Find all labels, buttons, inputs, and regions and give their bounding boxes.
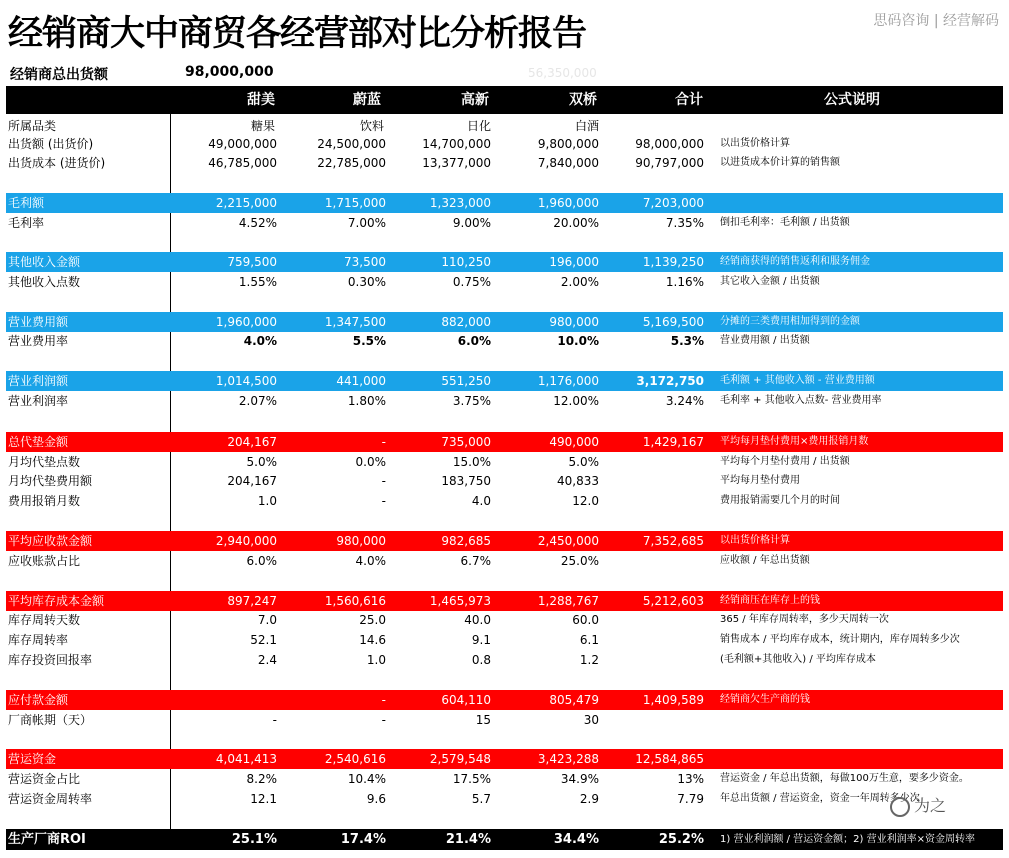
total-shipments-value: 98,000,000 [185, 64, 274, 80]
cell: 14.6 [359, 633, 386, 647]
cell: 805,479 [549, 693, 599, 707]
header-col-formula: 公式说明 [824, 92, 880, 108]
cell: 1.80% [347, 394, 386, 408]
cell: 735,000 [441, 435, 491, 449]
cell: 4.0% [243, 334, 277, 348]
cell: 4,041,413 [215, 752, 277, 766]
cell: 204,167 [227, 474, 277, 488]
cell: 5.0% [568, 455, 599, 469]
cell: 13,377,000 [422, 156, 491, 170]
cell: 882,000 [441, 315, 491, 329]
cell: 3,423,288 [537, 752, 599, 766]
cell: - [381, 474, 386, 488]
cell: 9.6 [366, 792, 386, 806]
cell: 90,797,000 [635, 156, 704, 170]
table-row-highlight [6, 371, 1003, 391]
cell: 7.00% [347, 216, 386, 230]
cell: 196,000 [549, 255, 599, 269]
cell: 1.16% [665, 275, 704, 289]
cell: 897,247 [227, 594, 277, 608]
formula-note: 经销商压在库存上的钱 [720, 595, 820, 606]
cell: 3.24% [665, 394, 704, 408]
cell: 980,000 [336, 534, 386, 548]
cell: 6.7% [460, 554, 491, 568]
table-row-highlight [6, 432, 1003, 452]
cell: 604,110 [441, 693, 491, 707]
wechat-logo-icon [890, 797, 910, 817]
formula-note: 毛利率 + 其他收入点数- 营业费用率 [720, 395, 882, 406]
cell: 12.0 [572, 494, 599, 508]
cell: 4.0% [355, 554, 386, 568]
cell: 7.35% [665, 216, 704, 230]
table-row [6, 551, 1003, 571]
cell: 1,560,616 [324, 594, 386, 608]
cell: 2,579,548 [429, 752, 491, 766]
table-row-highlight [6, 591, 1003, 611]
cell: 25.0% [560, 554, 599, 568]
cell: 1,288,767 [537, 594, 599, 608]
formula-note: 营业费用额 / 出货额 [720, 335, 810, 346]
row-label: 出货成本 (进货价) [8, 156, 106, 170]
cell: 7.79 [677, 792, 704, 806]
cell: 7,352,685 [642, 534, 704, 548]
watermark-bottom-text: 为之 [914, 796, 947, 815]
cell: 490,000 [549, 435, 599, 449]
table-row [6, 213, 1003, 233]
formula-note: 毛利额 + 其他收入额 - 营业费用额 [720, 375, 875, 386]
cell: 25.2% [658, 832, 704, 847]
cell: 9.1 [471, 633, 491, 647]
cell: 5,169,500 [642, 315, 704, 329]
cell: 551,250 [441, 374, 491, 388]
table-row [6, 710, 1003, 730]
cell: 2,215,000 [215, 196, 277, 210]
cell: 7,203,000 [642, 196, 704, 210]
cell: 2.4 [257, 653, 277, 667]
formula-note: 以出货价格计算 [720, 535, 790, 546]
cell: 98,000,000 [635, 137, 704, 151]
cell: 0.30% [347, 275, 386, 289]
category-row [6, 116, 1003, 136]
cell: 183,750 [441, 474, 491, 488]
cell: 34.9% [560, 772, 599, 786]
cell: 1,323,000 [429, 196, 491, 210]
cell: 52.1 [250, 633, 277, 647]
row-label: 总代垫金额 [8, 435, 69, 449]
cell: 73,500 [344, 255, 386, 269]
cell: - [381, 494, 386, 508]
formula-note: 平均每月垫付费用×费用报销月数 [720, 436, 869, 447]
cell: 49,000,000 [208, 137, 277, 151]
category-value: 饮料 [359, 119, 384, 133]
cell: 21.4% [445, 832, 491, 847]
cell: 17.5% [452, 772, 491, 786]
cell: 10.0% [557, 334, 599, 348]
cell: 1,139,250 [642, 255, 704, 269]
table-row [6, 610, 1003, 630]
table-row [6, 789, 1003, 809]
row-label: 出货额 (出货价) [8, 137, 94, 151]
watermark-top: 思码咨询 | 经营解码 [873, 13, 999, 29]
cell: 60.0 [572, 613, 599, 627]
formula-note: 经销商欠生产商的钱 [720, 694, 810, 705]
cell: 1,409,589 [642, 693, 704, 707]
table-row [6, 471, 1003, 491]
cell: 22,785,000 [317, 156, 386, 170]
header-col-shuangqiao: 双桥 [569, 92, 597, 108]
cell: 7.0 [257, 613, 277, 627]
cell: 204,167 [227, 435, 277, 449]
row-label: 毛利额 [8, 196, 45, 210]
header-col-tianmei: 甜美 [247, 92, 275, 108]
cell: 12.00% [553, 394, 599, 408]
formula-note: 倒扣毛利率：毛利额 / 出货额 [720, 217, 850, 228]
cell: 9,800,000 [537, 137, 599, 151]
cell: 2.07% [238, 394, 277, 408]
cell: 5.7 [471, 792, 491, 806]
cell: - [381, 693, 386, 707]
row-label: 库存周转率 [8, 633, 69, 647]
cell: 6.1 [579, 633, 599, 647]
cell: 1,429,167 [642, 435, 704, 449]
row-label: 营运资金 [8, 752, 57, 766]
cell: 6.0% [457, 334, 491, 348]
cell: 4.52% [238, 216, 277, 230]
cell: 1,176,000 [537, 374, 599, 388]
formula-note: 以进货成本价计算的销售额 [720, 157, 840, 168]
formula-note: 销售成本 / 平均库存成本，统计期内，库存周转多少次 [720, 634, 960, 645]
cell: 1,960,000 [537, 196, 599, 210]
formula-note: 费用报销需要几个月的时间 [720, 495, 840, 506]
cell: 8.2% [246, 772, 277, 786]
category-value: 糖果 [250, 119, 275, 133]
row-label: 库存投资回报率 [8, 653, 93, 667]
cell: 980,000 [549, 315, 599, 329]
row-label: 营业费用率 [8, 334, 69, 348]
header-col-total: 合计 [675, 92, 703, 108]
table-row [6, 272, 1003, 292]
row-label: 月均代垫点数 [8, 455, 81, 469]
formula-note: 营运资金 / 年总出货额，每做100万生意，要多少资金。 [720, 773, 969, 784]
cell: 2.9 [579, 792, 599, 806]
cell: 5.3% [670, 334, 704, 348]
cell: 3,172,750 [636, 374, 704, 388]
formula-note: (毛利额+其他收入) / 平均库存成本 [720, 654, 876, 665]
report-title: 经销商大中商贸各经营部对比分析报告 [8, 14, 587, 54]
cell: 9.00% [452, 216, 491, 230]
category-value: 白酒 [574, 119, 599, 133]
header-row [6, 86, 1003, 114]
cell: 40,833 [557, 474, 599, 488]
cell: 5,212,603 [642, 594, 704, 608]
cell: 441,000 [336, 374, 386, 388]
table-row [6, 650, 1003, 670]
cell: 0.75% [452, 275, 491, 289]
formula-note: 应收额 / 年总出货额 [720, 555, 810, 566]
cell: 1.0 [257, 494, 277, 508]
cell: 14,700,000 [422, 137, 491, 151]
cell: 0.0% [355, 455, 386, 469]
cell: 10.4% [347, 772, 386, 786]
table-row [6, 134, 1003, 154]
row-label: 毛利率 [8, 216, 45, 230]
cell: 1,014,500 [215, 374, 277, 388]
cell: 1,960,000 [215, 315, 277, 329]
cell: - [381, 713, 386, 727]
table-row-highlight [6, 531, 1003, 551]
formula-note: 1) 营业利润额 / 营运资金额；2) 营业利润率×资金周转率 [720, 834, 975, 845]
category-label: 所属品类 [8, 119, 57, 133]
cell: 25.1% [231, 832, 277, 847]
total-shipments-label: 经销商总出货额 [10, 67, 108, 83]
formula-note: 其它收入金额 / 出货额 [720, 276, 820, 287]
cell: 17.4% [340, 832, 386, 847]
row-label: 营业费用额 [8, 315, 69, 329]
category-value: 日化 [466, 119, 491, 133]
cell: - [272, 713, 277, 727]
cell: 759,500 [227, 255, 277, 269]
formula-note: 以出货价格计算 [720, 138, 790, 149]
table-row [6, 391, 1003, 411]
cell: 24,500,000 [317, 137, 386, 151]
row-label: 营业利润额 [8, 374, 69, 388]
cell: 6.0% [246, 554, 277, 568]
cell: 46,785,000 [208, 156, 277, 170]
table-row-highlight [6, 690, 1003, 710]
cell: 12.1 [250, 792, 277, 806]
table-row [6, 153, 1003, 173]
cell: 25.0 [359, 613, 386, 627]
cell: 1.55% [238, 275, 277, 289]
cell: 1.2 [579, 653, 599, 667]
cell: 2.00% [560, 275, 599, 289]
cell: 1.0 [366, 653, 386, 667]
cell: 5.5% [352, 334, 386, 348]
cell: 1,715,000 [324, 196, 386, 210]
formula-note: 经销商获得的销售返利和服务佣金 [720, 256, 870, 267]
cell: 30 [583, 713, 599, 727]
table-row [6, 769, 1003, 789]
row-label: 营运资金占比 [8, 772, 81, 786]
row-label: 库存周转天数 [8, 613, 81, 627]
formula-note: 平均每月垫付费用 [720, 475, 800, 486]
cell: 13% [677, 772, 704, 786]
roi-row [6, 829, 1003, 850]
table-row [6, 331, 1003, 351]
table-row-highlight [6, 252, 1003, 272]
formula-note: 分摊的三类费用相加得到的金额 [720, 316, 860, 327]
faded-value: 56,350,000 [528, 66, 597, 80]
row-label: 应付款金额 [8, 693, 69, 707]
cell: 34.4% [553, 832, 599, 847]
row-label: 月均代垫费用额 [8, 474, 93, 488]
row-label: 其他收入点数 [8, 275, 81, 289]
cell: 40.0 [464, 613, 491, 627]
table-row-highlight [6, 312, 1003, 332]
row-label: 应收账款占比 [8, 554, 81, 568]
table-row [6, 491, 1003, 511]
cell: 982,685 [441, 534, 491, 548]
table-row [6, 452, 1003, 472]
cell: 2,940,000 [215, 534, 277, 548]
cell: 3.75% [452, 394, 491, 408]
cell: 20.00% [553, 216, 599, 230]
cell: 7,840,000 [537, 156, 599, 170]
cell: 12,584,865 [635, 752, 704, 766]
row-label: 营运资金周转率 [8, 792, 93, 806]
watermark-bottom [890, 793, 946, 817]
header-col-gaoxin: 高新 [461, 92, 489, 108]
cell: 1,347,500 [324, 315, 386, 329]
cell: 5.0% [246, 455, 277, 469]
cell: 15 [475, 713, 491, 727]
header-col-weilan: 蔚蓝 [353, 92, 381, 108]
row-label: 厂商帐期（天） [8, 713, 93, 727]
cell: 2,450,000 [537, 534, 599, 548]
row-label: 平均库存成本金额 [8, 594, 105, 608]
cell: 110,250 [441, 255, 491, 269]
row-label: 费用报销月数 [8, 494, 81, 508]
row-label: 其他收入金额 [8, 255, 81, 269]
cell: - [381, 435, 386, 449]
table-row-highlight [6, 193, 1003, 213]
cell: 0.8 [471, 653, 491, 667]
cell: 15.0% [452, 455, 491, 469]
formula-note: 平均每个月垫付费用 / 出货额 [720, 456, 850, 467]
formula-note: 365 / 年库存周转率，多少天周转一次 [720, 614, 889, 625]
row-label: 营业利润率 [8, 394, 69, 408]
row-label: 生产厂商ROI [8, 832, 86, 847]
formula-note: 年总出货额 / 营运资金，资金一年周转多少次 [720, 793, 920, 804]
row-label: 平均应收款金额 [8, 534, 93, 548]
table-row [6, 630, 1003, 650]
cell: 1,465,973 [429, 594, 491, 608]
cell: 2,540,616 [324, 752, 386, 766]
cell: 4.0 [471, 494, 491, 508]
table-row-highlight [6, 749, 1003, 769]
